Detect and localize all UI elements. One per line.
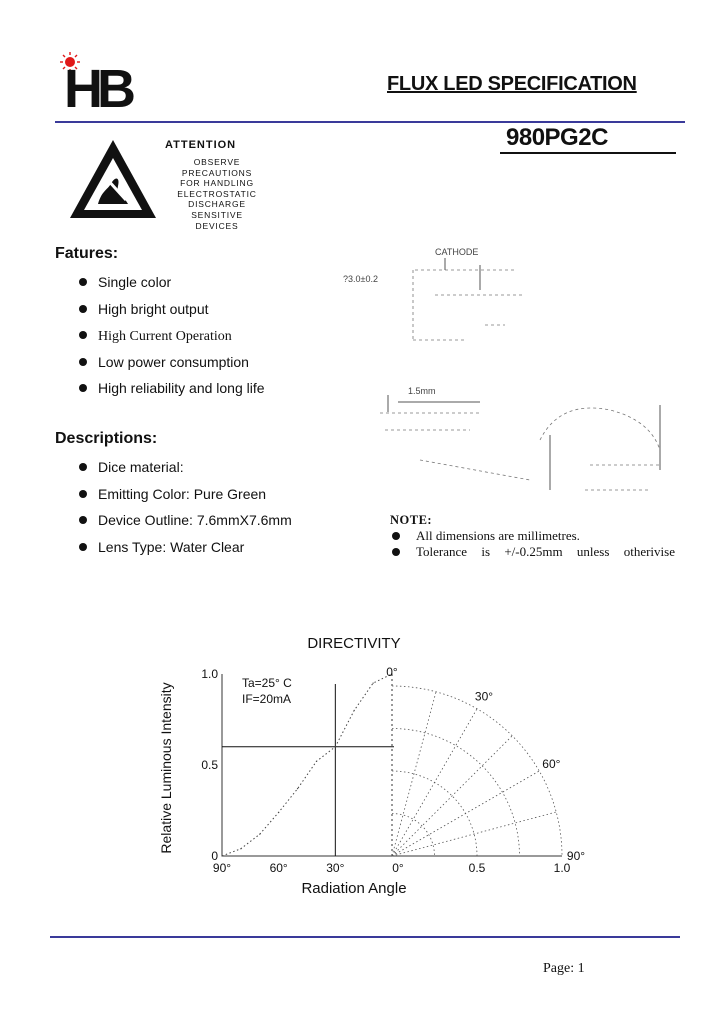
bullet-icon — [79, 463, 87, 471]
bullet-icon — [392, 548, 400, 556]
polar-radial — [392, 709, 477, 856]
hb-logo — [58, 50, 144, 110]
x-tick-label: 90° — [212, 861, 232, 875]
x-tick-label: 0.5 — [468, 861, 486, 875]
polar-radial — [392, 812, 556, 856]
diameter-dimension: ?3.0±0.2 — [343, 274, 378, 284]
feature-text: High Current Operation — [98, 329, 232, 345]
polar-radial — [392, 692, 436, 856]
list-item — [54, 299, 265, 326]
lead-dimension: 1.5mm — [408, 386, 436, 396]
feature-text: High bright output — [98, 300, 209, 317]
y-axis-label: Relative Luminous Intensity — [158, 682, 174, 854]
data-point — [335, 746, 336, 747]
descriptions-heading: Descriptions: — [55, 430, 158, 447]
condition-temperature: Ta=25° C — [242, 676, 292, 690]
data-point — [354, 710, 355, 711]
note-item — [390, 544, 675, 560]
y-tick-label: 1.0 — [201, 667, 218, 681]
page-number: Page: 1 — [543, 961, 585, 976]
data-point — [373, 683, 374, 684]
list-item — [54, 484, 292, 511]
bullet-icon — [79, 331, 87, 339]
y-tick-label: 0.5 — [201, 758, 218, 772]
polar-angle-label: 60° — [542, 757, 561, 771]
bullet-icon — [79, 358, 87, 366]
description-text: Lens Type: Water Clear — [98, 538, 245, 555]
feature-text: Single color — [98, 274, 172, 290]
bullet-icon — [79, 384, 87, 392]
part-number: 980PG2C — [506, 124, 608, 151]
note-block — [390, 513, 675, 560]
x-axis-label: Radiation Angle — [301, 880, 407, 897]
attention-line: DISCHARGE — [188, 199, 246, 210]
descriptions-list — [54, 457, 292, 563]
package-drawing-side — [360, 380, 680, 500]
data-point — [278, 812, 279, 813]
attention-line: ELECTROSTATIC — [177, 188, 257, 199]
list-item — [54, 352, 265, 379]
note-item — [390, 528, 675, 544]
data-point — [297, 788, 298, 789]
bullet-icon — [79, 543, 87, 551]
features-heading: Fatures: — [55, 245, 119, 262]
header-divider — [55, 121, 685, 123]
data-point — [259, 834, 260, 835]
feature-text: High reliability and long life — [98, 380, 265, 397]
chart-title: DIRECTIVITY — [307, 635, 401, 652]
note-title: NOTE: — [390, 513, 433, 527]
polar-radial — [392, 771, 539, 856]
y-tick-label: 0 — [211, 849, 218, 863]
description-text: Dice material: — [98, 459, 184, 475]
esd-warning-icon — [68, 138, 158, 220]
note-text: All dimensions are millimetres. — [416, 528, 580, 543]
data-point — [316, 761, 317, 762]
footer-divider — [50, 936, 680, 938]
attention-title: ATTENTION — [165, 139, 237, 151]
x-tick-label: 60° — [269, 861, 288, 875]
bullet-icon — [79, 516, 87, 524]
attention-line: OBSERVE PRECAUTIONS — [181, 157, 253, 178]
polar-angle-label: 90° — [566, 849, 586, 863]
data-point — [240, 848, 241, 849]
part-number-underline — [500, 152, 676, 154]
polar-angle-label: 30° — [474, 689, 494, 704]
attention-line: FOR HANDLING — [180, 178, 254, 189]
description-text: Emitting Color: Pure Green — [98, 485, 267, 502]
x-tick-label: 0° — [392, 861, 404, 875]
list-item — [54, 537, 292, 564]
bullet-icon — [79, 305, 87, 313]
logo-text: HB — [64, 59, 130, 110]
feature-text: Low power consumption — [98, 353, 249, 370]
list-item — [54, 510, 292, 537]
package-drawing-top — [335, 240, 675, 350]
list-item — [54, 325, 265, 352]
bullet-icon — [79, 278, 87, 286]
note-text: Tolerance is +/-0.25mm unless otherivise — [416, 544, 675, 559]
attention-line: DEVICES — [195, 220, 239, 231]
description-text: Device Outline: 7.6mmX7.6mm — [98, 512, 292, 529]
x-tick-label: 30° — [326, 861, 345, 875]
polar-angle-label: 0° — [386, 665, 398, 679]
attention-text — [165, 157, 269, 231]
directivity-chart — [150, 630, 620, 900]
document-title: FLUX LED SPECIFICATION — [387, 73, 637, 95]
bullet-icon — [392, 532, 400, 540]
polar-radial — [392, 736, 512, 856]
list-item — [54, 457, 292, 484]
bullet-icon — [79, 490, 87, 498]
features-list — [54, 272, 265, 405]
data-point — [221, 855, 222, 856]
list-item — [54, 272, 265, 299]
x-tick-label: 1.0 — [553, 861, 571, 875]
list-item — [54, 378, 265, 405]
condition-current: IF=20mA — [242, 692, 292, 706]
cathode-label: CATHODE — [435, 247, 479, 257]
attention-line: SENSITIVE — [191, 209, 243, 220]
